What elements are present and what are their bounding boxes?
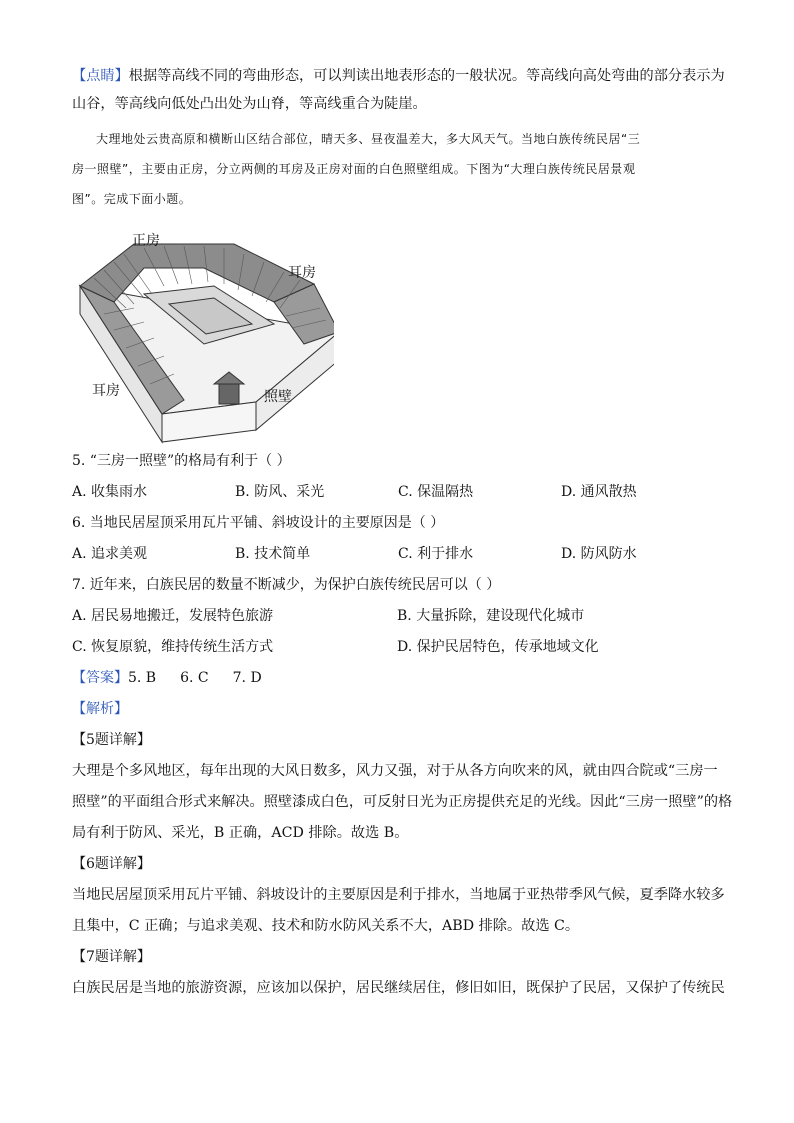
- label-zhengfang: 正房: [132, 233, 160, 249]
- answer-6: 6. C: [180, 670, 209, 686]
- question-5-options: [72, 477, 727, 508]
- question-7-options-row2: [72, 632, 727, 663]
- q7-option-c: C. 恢复原貌，维持传统生活方式: [72, 639, 274, 655]
- q7-detail: [72, 973, 727, 1004]
- q5-option-b: B. 防风、采光: [235, 484, 325, 500]
- q5-detail-title: 【5题详解】: [72, 732, 151, 748]
- q7-option-a: A. 居民易地搬迁，发展特色旅游: [72, 608, 274, 624]
- answer-5: 5. B: [128, 670, 157, 686]
- q6-detail-title: 【6题详解】: [72, 856, 151, 872]
- dianjing-line1: 根据等高线不同的弯曲形态，可以判读出地表形态的一般状况。等高线向高处弯曲的部分表示为: [128, 68, 725, 84]
- question-7-stem: 7. 近年来，白族民居的数量不断减少，为保护白族传统民居可以（ ）: [72, 577, 501, 593]
- material-paragraph: [72, 124, 727, 214]
- q5-detail-line2: 照壁”的平面组合形式来解决。照壁漆成白色，可反射日光为正房提供充足的光线。因此“三房一照壁”的格: [72, 794, 733, 810]
- q5-detail-line3: 局有利于防风、采光，B 正确，ACD 排除。故选 B。: [72, 825, 409, 841]
- material-line2: 房一照壁”，主要由正房，分立两侧的耳房及正房对面的白色照壁组成。下图为“大理白族传统民居景观: [72, 162, 636, 176]
- analysis-tag: 【解析】: [72, 701, 128, 717]
- q7-option-b: B. 大量拆除，建设现代化城市: [397, 608, 585, 624]
- q6-detail: [72, 880, 727, 942]
- q5-detail-line1: 大理是个多风地区，每年出现的大风日数多，风力又强，对于从各方向吹来的风，就由四合院或“三房一: [72, 763, 718, 779]
- q7-detail-line1: 白族民居是当地的旅游资源，应该加以保护，居民继续居住，修旧如旧，既保护了民居，又保护了传统民: [72, 980, 725, 996]
- answer-7: 7. D: [232, 670, 262, 686]
- q6-option-a: A. 追求美观: [72, 546, 148, 562]
- label-erfang-left: 耳房: [92, 383, 120, 399]
- q5-detail: [72, 756, 733, 849]
- material-line1: 大理地处云贵高原和横断山区结合部位，晴天多、昼夜温差大，多大风天气。当地白族传统民居“三: [96, 132, 641, 146]
- q6-detail-line1: 当地民居屋顶采用瓦片平铺、斜坡设计的主要原因是利于排水，当地属于亚热带季风气候，夏季降水较多: [72, 887, 725, 903]
- question-6-options: [72, 539, 727, 570]
- dianjing-tag: 【点睛】: [72, 68, 129, 84]
- q6-option-b: B. 技术简单: [235, 546, 311, 562]
- question-7-options-row1: [72, 601, 727, 632]
- q6-option-d: D. 防风防水: [561, 546, 637, 562]
- question-list: [72, 446, 727, 663]
- answer-tag: 【答案】: [72, 670, 128, 686]
- question-6-stem: 6. 当地民居屋顶采用瓦片平铺、斜坡设计的主要原因是（ ）: [72, 515, 445, 531]
- dianjing-paragraph: [72, 62, 727, 90]
- q6-option-c: C. 利于排水: [398, 546, 474, 562]
- q7-option-d: D. 保护民居特色，传承地域文化: [397, 639, 599, 655]
- document-page: [72, 62, 733, 1004]
- label-zhaobi: 照壁: [264, 389, 292, 405]
- bai-dwelling-figure: [74, 224, 334, 444]
- q6-detail-line2: 且集中，C 正确；与追求美观、技术和防水防风关系不大，ABD 排除。故选 C。: [72, 918, 580, 934]
- q7-detail-title: 【7题详解】: [72, 949, 151, 965]
- q5-option-c: C. 保温隔热: [398, 484, 474, 500]
- question-5-stem: 5. “三房一照壁”的格局有利于（ ）: [72, 453, 291, 469]
- material-line3: 图”。完成下面小题。: [72, 192, 192, 206]
- answer-row: [72, 663, 727, 694]
- q5-option-d: D. 通风散热: [561, 484, 637, 500]
- label-erfang-right: 耳房: [288, 265, 316, 281]
- dianjing-line2: 山谷，等高线向低处凸出处为山脊，等高线重合为陡崖。: [72, 96, 427, 112]
- dwelling-illustration: [74, 224, 334, 444]
- q5-option-a: A. 收集雨水: [72, 484, 148, 500]
